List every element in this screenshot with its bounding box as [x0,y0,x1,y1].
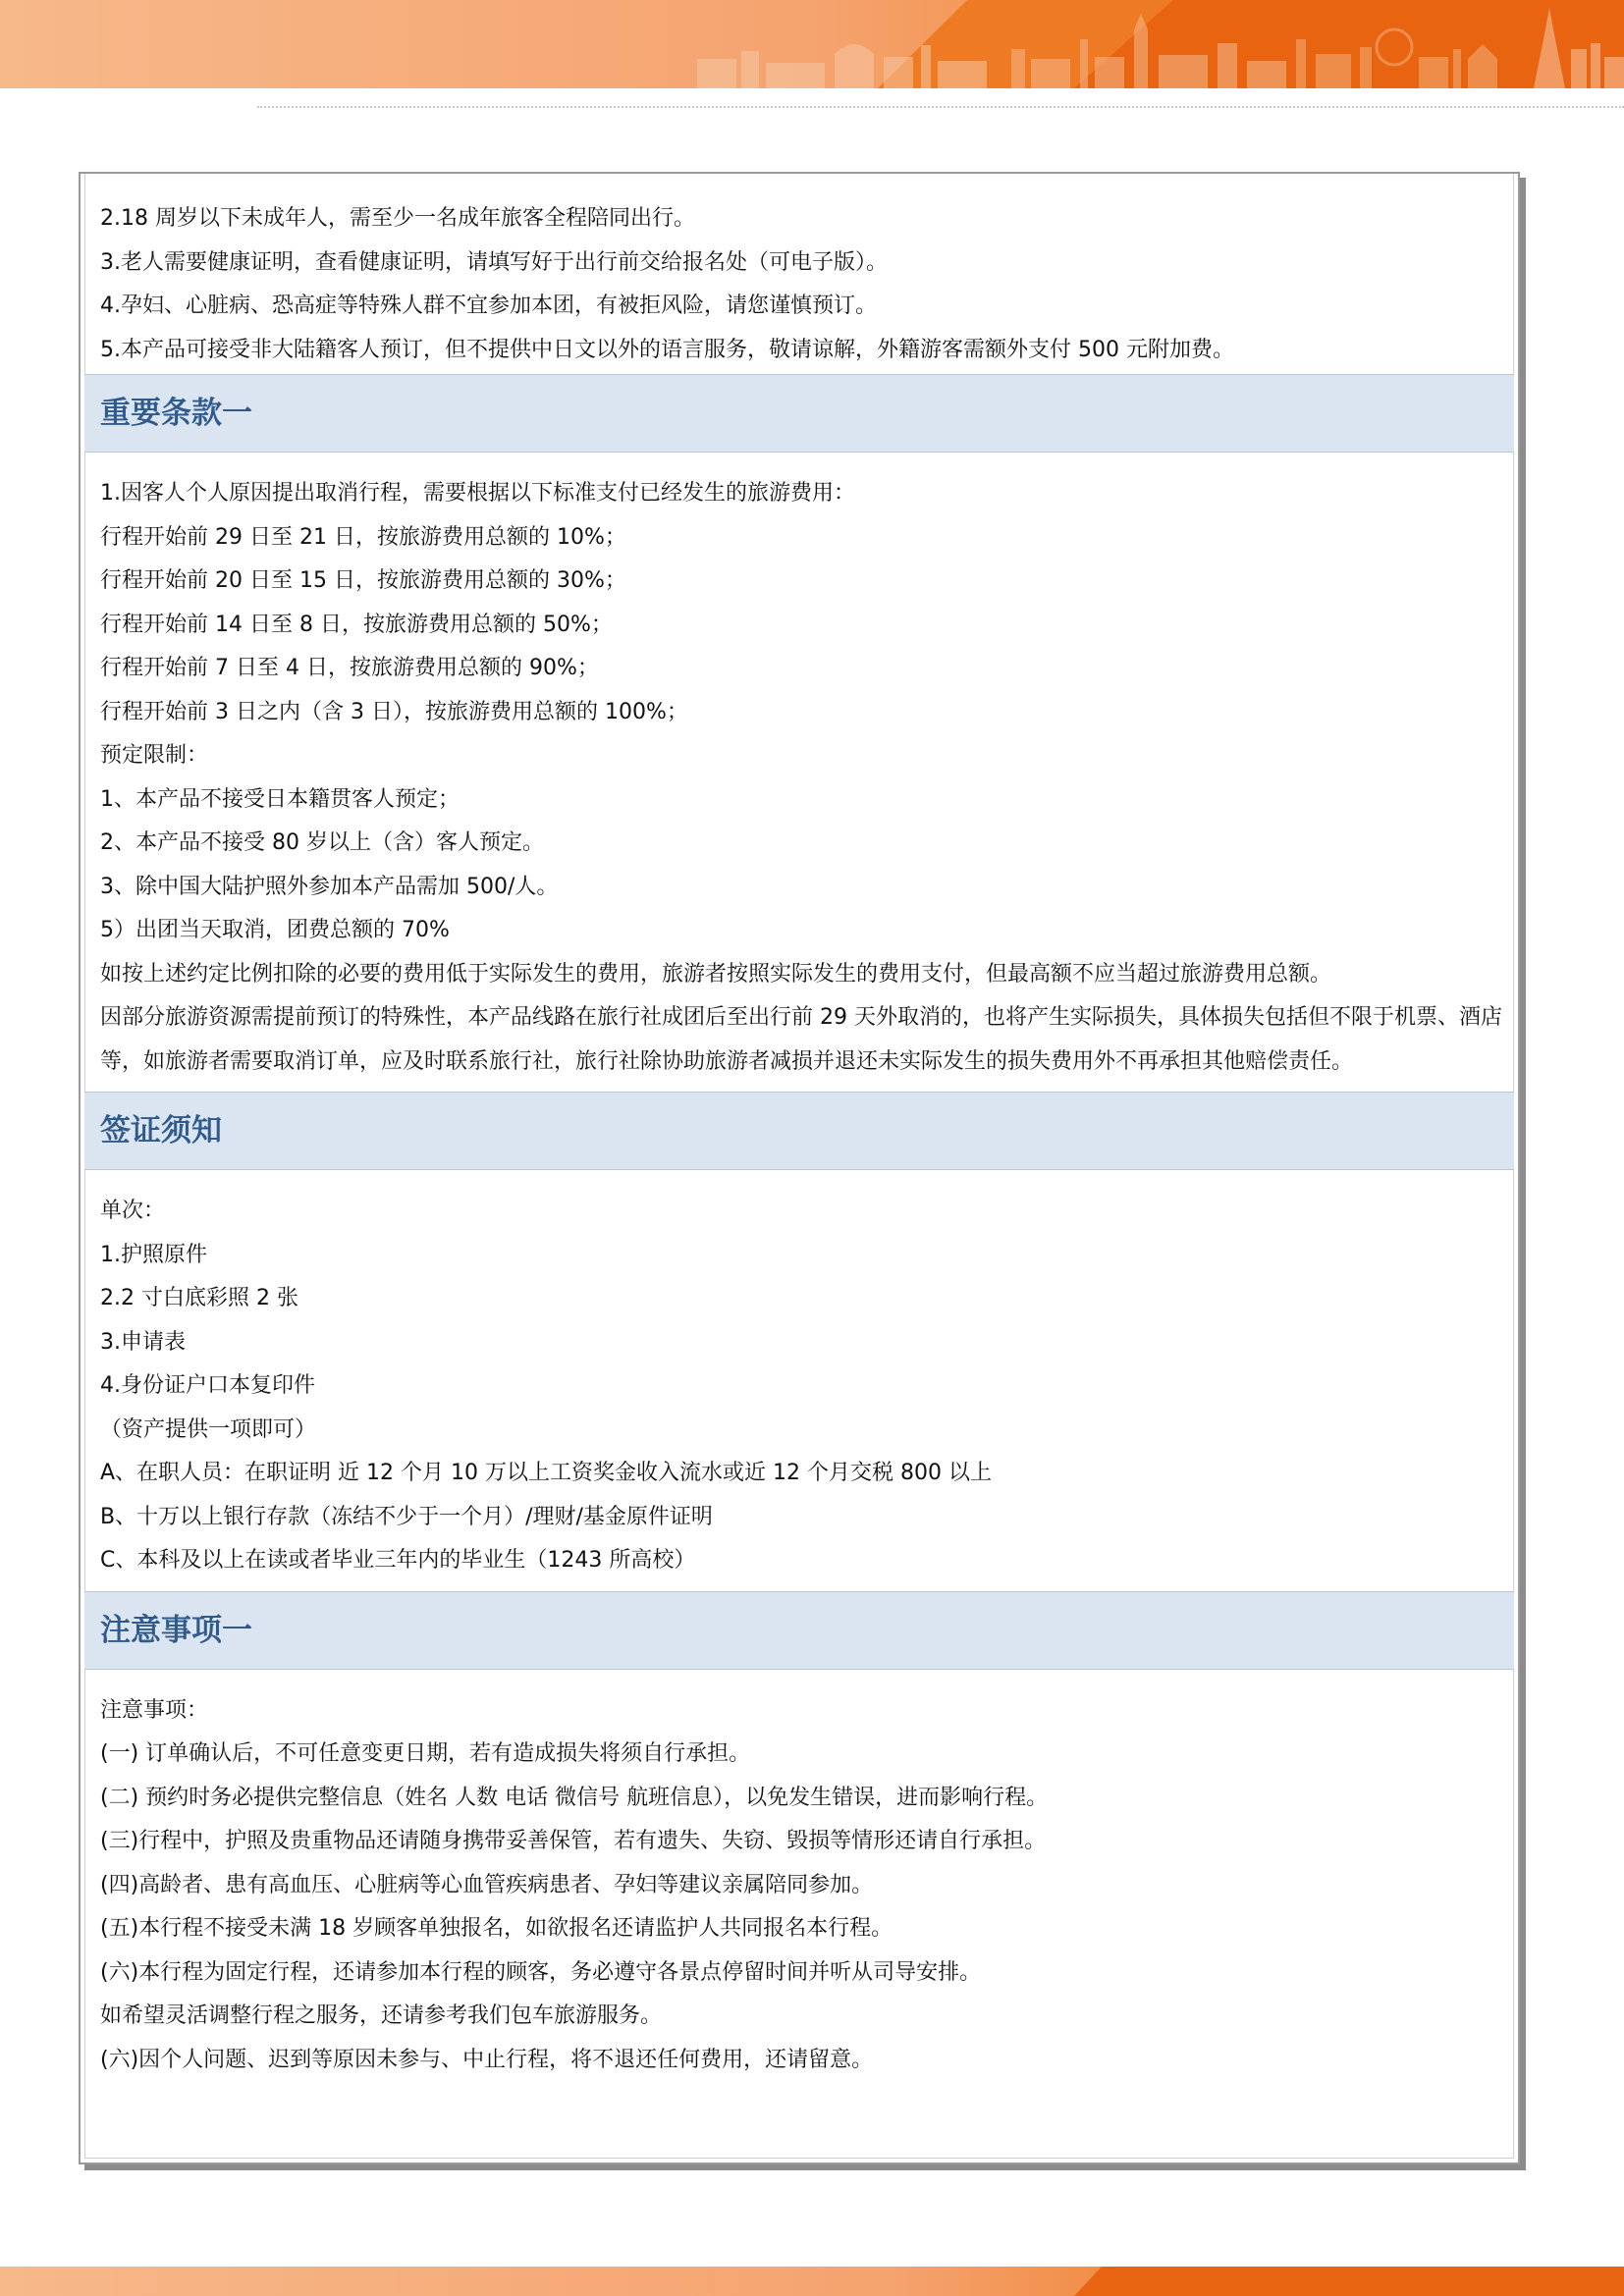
intro-block [84,197,1514,372]
header-dotted-divider [257,106,1624,108]
section-line: 3.申请表 [100,1329,186,1355]
section-line: 单次： [100,1199,166,1223]
top-banner [0,0,1624,88]
document-content [84,197,1514,2088]
section-line: 如希望灵活调整行程之服务，还请参考我们包车旅游服务。 [100,2003,663,2028]
section-line: (六)本行程为固定行程，还请参加本行程的顾客，务必遵守各景点停留时间并听从司导安排。 [100,1959,982,1985]
section-line: 行程开始前 20 日至 15 日，按旅游费用总额的 30%； [100,568,626,593]
city-skyline-icon [687,0,1624,88]
intro-line: 4.孕妇、心脏病、恐高症等特殊人群不宜参加本团，有被拒风险，请您谨慎预订。 [100,294,877,318]
section-line: 2、本产品不接受 80 岁以上（含）客人预定。 [100,830,544,855]
section-line: (五)本行程不接受未满 18 岁顾客单独报名，如欲报名还请监护人共同报名本行程。 [100,1916,893,1941]
section-line: 行程开始前 29 日至 21 日，按旅游费用总额的 10%； [100,524,626,550]
section-line: 预定限制： [100,743,209,768]
intro-line: 5.本产品可接受非大陆籍客人预订，但不提供中日文以外的语言服务，敬请谅解，外籍游客需额外支付 500 元附加费。 [100,337,1234,362]
section-line: （资产提供一项即可） [100,1416,317,1442]
section-line: 3、除中国大陆护照外参加本产品需加 500/人。 [100,874,559,899]
section-line: (六)因个人问题、迟到等原因未参与、中止行程，将不退还任何费用，还请留意。 [100,2047,874,2072]
section-body [84,1170,1514,1589]
section-line: A、在职人员：在职证明 近 12 个月 10 万以上工资奖金收入流水或近 12 个月交税 800 以上 [100,1461,992,1485]
section-line: 2.2 寸白底彩照 2 张 [100,1286,298,1310]
section-title: 注意事项一 [84,1591,1514,1670]
section-body [84,1670,1514,2089]
section-line: C、本科及以上在读或者毕业三年内的毕业生（1243 所高校） [100,1548,696,1573]
section-line: (二) 预约时务必提供完整信息（姓名 人数 电话 微信号 航班信息），以免发生错误，进而影响行程。 [100,1785,1049,1810]
section-line: 1.因客人个人原因提出取消行程，需要根据以下标准支付已经发生的旅游费用： [100,481,855,506]
section-line: 如按上述约定比例扣除的必要的费用低于实际发生的费用，旅游者按照实际发生的费用支付，但最高额不应当超过旅游费用总额。 [100,961,1332,987]
section-line: 行程开始前 3 日之内（含 3 日），按旅游费用总额的 100%； [100,699,688,724]
content-frame [79,172,1520,2164]
section-title: 签证须知 [84,1092,1514,1170]
intro-line: 2.18 周岁以下未成年人，需至少一名成年旅客全程陪同出行。 [100,206,695,231]
intro-line: 3.老人需要健康证明，查看健康证明，请填写好于出行前交给报名处（可电子版）。 [100,249,888,275]
section-line: (一) 订单确认后，不可任意变更日期，若有造成损失将须自行承担。 [100,1741,751,1766]
section-visa-notice [84,1092,1514,1589]
section-line: 行程开始前 7 日至 4 日，按旅游费用总额的 90%； [100,656,599,680]
section-line: 行程开始前 14 日至 8 日，按旅游费用总额的 50%； [100,612,613,637]
section-line: 1、本产品不接受日本籍贯客人预定； [100,786,460,812]
section-line: 注意事项： [100,1697,209,1723]
banner-stripe-dark [1074,2267,1624,2296]
section-line: 5）出团当天取消，团费总额的 70% [100,918,450,942]
section-body [84,453,1514,1090]
section-precautions [84,1591,1514,2089]
bottom-banner [0,2267,1624,2296]
section-line: (四)高龄者、患有高血压、心脏病等心血管疾病患者、孕妇等建议亲属陪同参加。 [100,1872,874,1897]
section-line: B、十万以上银行存款（冻结不少于一个月）/理财/基金原件证明 [100,1504,713,1529]
section-important-terms [84,374,1514,1090]
section-line: 4.身份证户口本复印件 [100,1373,315,1398]
section-line: 1.护照原件 [100,1242,207,1267]
section-paragraph: 因部分旅游资源需提前预订的特殊性，本产品线路在旅行社成团后至出行前 29 天外取消的，也将产生实际损失，具体损失包括但不限于机票、酒店等，如旅游者需要取消订单，应及时联系旅行社，旅行社除协助旅游者减损并退还未实际发生的损失费用外不再承担其他赔偿责任。 [100,1005,1502,1074]
section-line: (三)行程中，护照及贵重物品还请随身携带妥善保管，若有遗失、失窃、毁损等情形还请自行承担。 [100,1829,1047,1853]
section-title: 重要条款一 [84,374,1514,453]
